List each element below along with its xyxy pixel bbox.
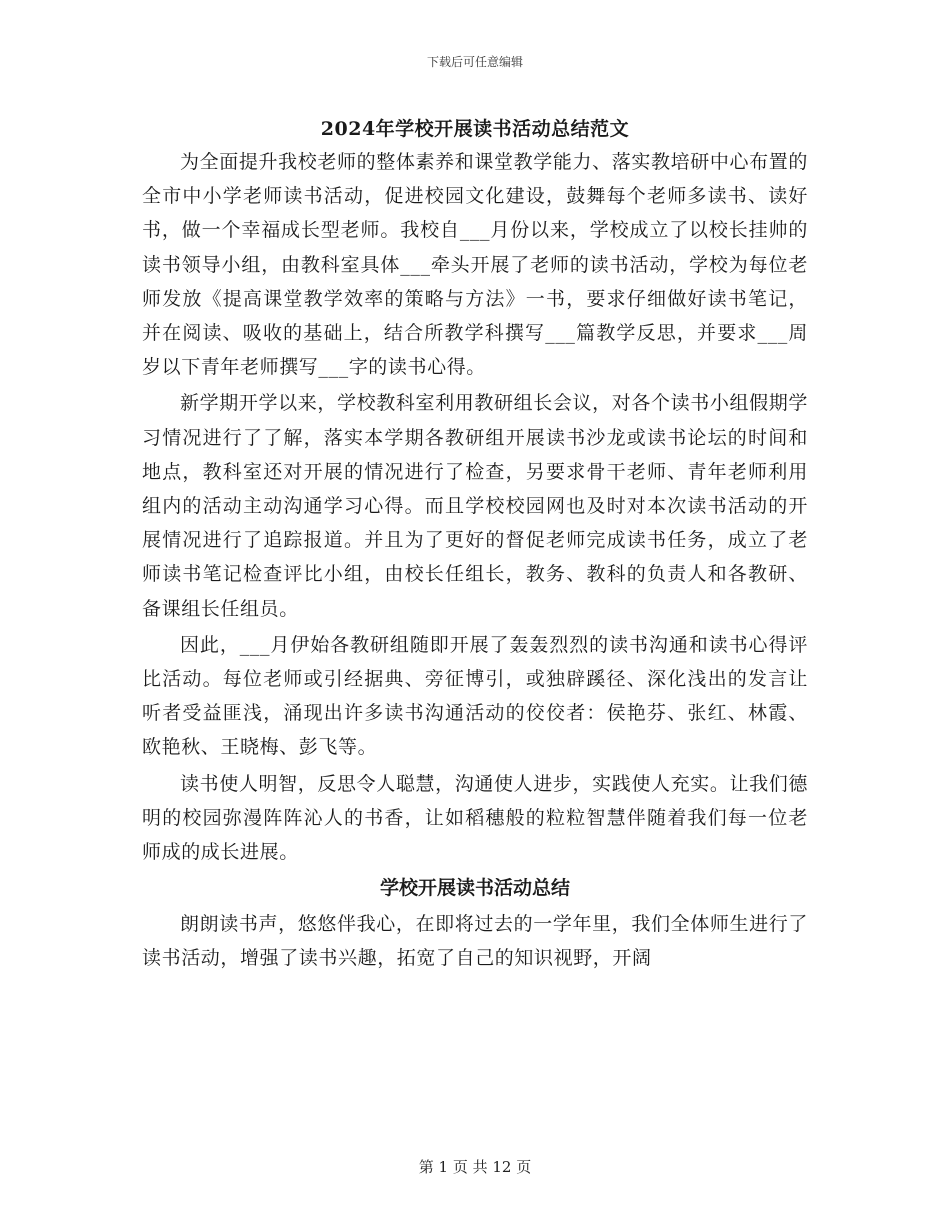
paragraph: 为全面提升我校老师的整体素养和课堂教学能力、落实教培研中心布置的全市中小学老师读书活动，促进校园文化建设，鼓舞每个老师多读书、读好书，做一个幸福成长型老师。我校自___月份以来，学校成立了以校长挂帅的读书领导小组，由教科室具体___牵头开展了老师的读书活动，学校为每位老师发放《提高课堂教学效率的策略与方法》一书，要求仔细做好读书笔记，并在阅读、吸收的基础上，结合所教学科撰写___篇教学反思，并要求___周岁以下青年老师撰写___字的读书心得。 <box>142 151 808 379</box>
document-body <box>142 114 808 978</box>
section-title: 学校开展读书活动总结 <box>379 877 570 900</box>
page-footer: 第 1 页 共 12 页 <box>418 1158 532 1176</box>
paragraph: 因此，___月伊始各教研组随即开展了轰轰烈烈的读书沟通和读书心得评比活动。每位老师或引经据典、旁征博引，或独辟蹊径、深化浅出的发言让听者受益匪浅，涌现出许多读书沟通活动的佼佼者：侯艳芬、张红、林霞、欧艳秋、王晓梅、彭飞等。 <box>142 633 808 759</box>
document-title: 2024年学校开展读书活动总结范文 <box>320 118 630 140</box>
paragraph: 朗朗读书声，悠悠伴我心，在即将过去的一学年里，我们全体师生进行了读书活动，增强了读书兴趣，拓宽了自己的知识视野，开阔 <box>142 913 808 970</box>
paragraph: 新学期开学以来，学校教科室利用教研组长会议，对各个读书小组假期学习情况进行了了解，落实本学期各教研组开展读书沙龙或读书论坛的时间和地点，教科室还对开展的情况进行了检查，另要求骨干老师、青年老师利用组内的活动主动沟通学习心得。而且学校校园网也及时对本次读书活动的开展情况进行了追踪报道。并且为了更好的督促老师完成读书任务，成立了老师读书笔记检查评比小组，由校长任组长，教务、教科的负责人和各教研、备课组长任组员。 <box>142 392 808 620</box>
header-note: 下载后可任意编辑 <box>426 55 523 69</box>
paragraph: 读书使人明智，反思令人聪慧，沟通使人进步，实践使人充实。让我们德明的校园弥漫阵阵沁人的书香，让如稻穗般的粒粒智慧伴随着我们每一位老师成的成长进展。 <box>142 772 808 864</box>
